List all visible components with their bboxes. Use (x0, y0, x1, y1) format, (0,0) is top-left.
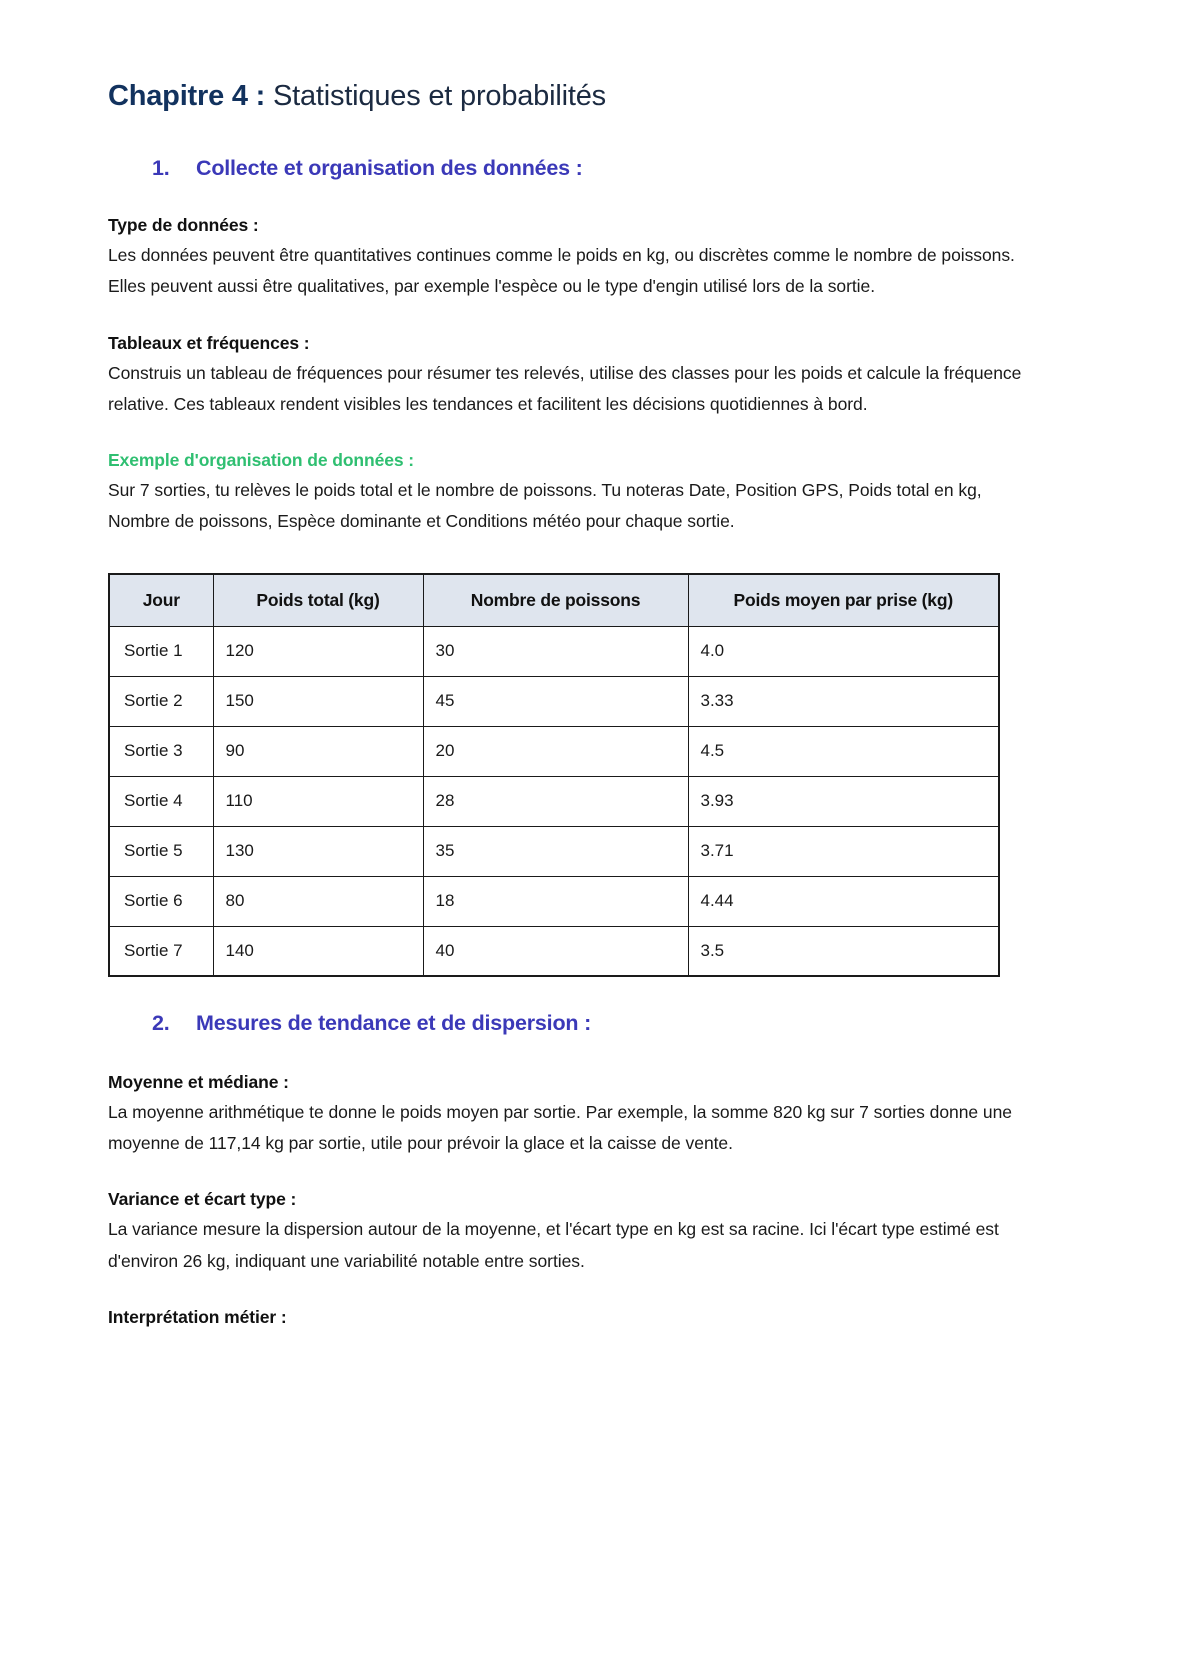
data-table (108, 573, 1000, 977)
table-row (109, 776, 999, 826)
subheading-exemple-organisation: Exemple d'organisation de données : (108, 449, 414, 470)
table-row (109, 676, 999, 726)
cell-nombre-poissons: 20 (423, 726, 688, 776)
cell-poids-moyen: 3.5 (688, 926, 999, 976)
table-header (109, 574, 999, 626)
subheading-type-de-donnees: Type de données : (108, 215, 259, 236)
column-header-nombre-poissons: Nombre de poissons (423, 574, 688, 626)
section-1-label: Collecte et organisation des données : (196, 156, 583, 181)
table-header-row (109, 574, 999, 626)
block-type-de-donnees (108, 215, 1092, 302)
cell-poids-moyen: 3.93 (688, 776, 999, 826)
section-1-number: 1. (152, 156, 170, 181)
subheading-interpretation-metier: Interprétation métier : (108, 1306, 287, 1327)
cell-poids-moyen: 4.44 (688, 876, 999, 926)
section-heading-1 (152, 156, 1092, 181)
cell-poids-total: 140 (213, 926, 423, 976)
cell-poids-total: 80 (213, 876, 423, 926)
column-header-poids-total: Poids total (kg) (213, 574, 423, 626)
cell-poids-total: 150 (213, 676, 423, 726)
cell-jour: Sortie 7 (109, 926, 213, 976)
subheading-variance-et-ecart-type: Variance et écart type : (108, 1189, 297, 1210)
subheading-moyenne-et-mediane: Moyenne et médiane : (108, 1072, 289, 1093)
paragraph-variance-et-ecart-type: La variance mesure la dispersion autour de la moyenne, et l'écart type en kg est sa racine. Ici l'écart type estimé est d'environ 26 kg, indiquant une variabilité notable entre sorties. (108, 1219, 999, 1271)
cell-nombre-poissons: 45 (423, 676, 688, 726)
section-2-label: Mesures de tendance et de dispersion : (196, 1011, 592, 1036)
page-title (108, 78, 1092, 114)
page-title-rest: Statistiques et probabilités (265, 80, 606, 112)
cell-jour: Sortie 1 (109, 626, 213, 676)
block-exemple-organisation (108, 450, 1092, 537)
block-tableaux-et-frequences (108, 333, 1092, 420)
cell-nombre-poissons: 35 (423, 826, 688, 876)
subheading-tableaux-et-frequences: Tableaux et fréquences : (108, 332, 310, 353)
table-row (109, 876, 999, 926)
cell-poids-total: 120 (213, 626, 423, 676)
cell-jour: Sortie 4 (109, 776, 213, 826)
section-heading-2 (152, 1011, 1092, 1036)
paragraph-moyenne-et-mediane: La moyenne arithmétique te donne le poids moyen par sortie. Par exemple, la somme 820 kg sur 7 sorties donne une moyenne de 117,14 kg par sortie, utile pour prévoir la glace et la caisse de vente. (108, 1102, 1012, 1154)
cell-jour: Sortie 5 (109, 826, 213, 876)
cell-nombre-poissons: 40 (423, 926, 688, 976)
cell-poids-moyen: 4.5 (688, 726, 999, 776)
cell-poids-total: 130 (213, 826, 423, 876)
table-row (109, 726, 999, 776)
cell-nombre-poissons: 18 (423, 876, 688, 926)
cell-poids-total: 110 (213, 776, 423, 826)
section-2-number: 2. (152, 1011, 170, 1036)
cell-poids-moyen: 3.33 (688, 676, 999, 726)
cell-nombre-poissons: 30 (423, 626, 688, 676)
table-row (109, 626, 999, 676)
page-title-strong: Chapitre 4 : (108, 80, 266, 112)
cell-jour: Sortie 6 (109, 876, 213, 926)
cell-jour: Sortie 3 (109, 726, 213, 776)
table-row (109, 826, 999, 876)
paragraph-tableaux-et-frequences: Construis un tableau de fréquences pour résumer tes relevés, utilise des classes pour les poids et calcule la fréquence relative. Ces tableaux rendent visibles les tendances et facilitent les décisions quotidiennes à bord. (108, 362, 1022, 414)
column-header-jour: Jour (109, 574, 213, 626)
cell-poids-moyen: 3.71 (688, 826, 999, 876)
table-body (109, 626, 999, 976)
cell-jour: Sortie 2 (109, 676, 213, 726)
block-interpretation-metier (108, 1307, 1092, 1328)
block-moyenne-et-mediane (108, 1072, 1092, 1159)
block-variance-et-ecart-type (108, 1189, 1092, 1276)
cell-nombre-poissons: 28 (423, 776, 688, 826)
paragraph-type-de-donnees: Les données peuvent être quantitatives continues comme le poids en kg, ou discrètes comme le nombre de poissons. Elles peuvent aussi être qualitatives, par exemple l'espèce ou le type d'engin utilisé lors de la sortie. (108, 245, 1015, 297)
cell-poids-moyen: 4.0 (688, 626, 999, 676)
paragraph-exemple-organisation: Sur 7 sorties, tu relèves le poids total et le nombre de poissons. Tu noteras Date, Position GPS, Poids total en kg, Nombre de poissons, Espèce dominante et Conditions météo pour chaque sortie. (108, 479, 982, 531)
table-row (109, 926, 999, 976)
cell-poids-total: 90 (213, 726, 423, 776)
column-header-poids-moyen: Poids moyen par prise (kg) (688, 574, 999, 626)
